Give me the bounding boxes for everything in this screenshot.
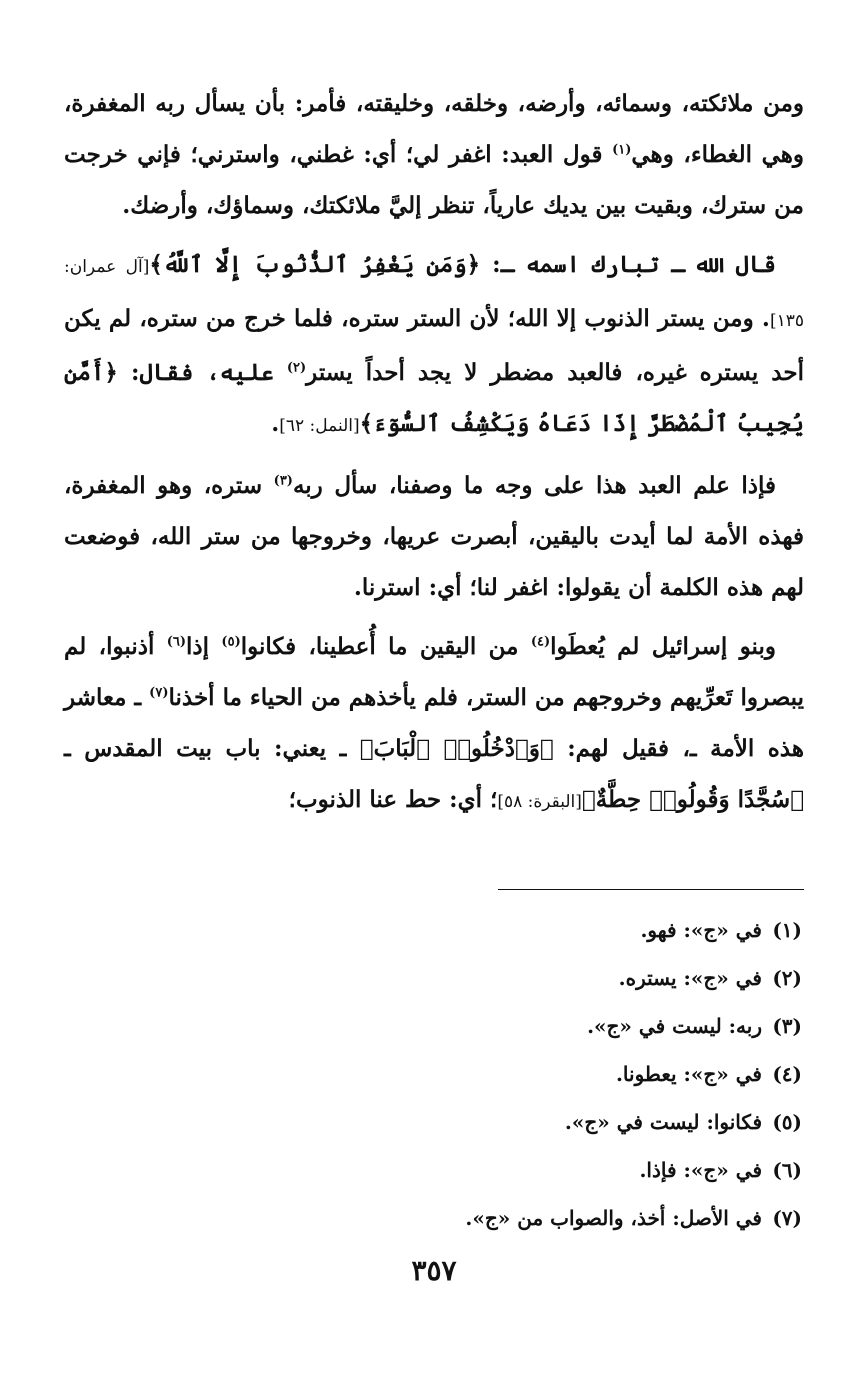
footnote-marker: (٧) (149, 685, 169, 701)
footnote-number: (٧) (772, 1206, 802, 1230)
footnote-marker: (٢) (286, 360, 307, 376)
text-run: . ومن يستر الذنوب إلا الله؛ لأن الستر ستره، فلما خرج من ستره، لم يكن أحد يستره غيره، فالعبد مضطر لا يجد أحداً يستر (64, 305, 804, 386)
quran-verse: ﴿وَٱدْخُلُوا۟ ٱلْبَابَ﴾ (359, 735, 554, 762)
text-run: عليه، فقال: (117, 359, 287, 386)
text-run: وبنو إسرائيل لم يُعطَوا (550, 633, 776, 660)
footnote-text: في «ج»: يعطونا. (615, 1062, 762, 1086)
paragraph (64, 78, 804, 231)
footnote (62, 906, 802, 954)
footnotes-list (62, 906, 802, 1242)
footnote-separator (498, 889, 804, 890)
verse-citation: [النمل: ٦٢] (279, 416, 360, 436)
footnote-text: في «ج»: فهو. (640, 918, 762, 942)
quran-verse: ﴿وَمَن يَغْفِرُ ٱلذُّنُوبَ إِلَّا ٱللَّهُ﴾ (149, 251, 481, 278)
text-run: ـ يعني: باب بيت المقدس ـ (64, 735, 360, 762)
page-number: ٣٥٧ (411, 1254, 457, 1287)
main-text (64, 78, 804, 836)
footnote-text: في «ج»: يستره. (618, 966, 762, 990)
text-run: ـ معاشر هذه الأمة ـ، فقيل لهم: (64, 684, 804, 762)
text-run: ومن ملائكته، وسمائه، وأرضه، وخلقه، وخليقته، فأمر: بأن يسأل ربه المغفرة، وهي الغطاء، وهي (64, 90, 805, 168)
quran-verse: ﴿سُجَّدًا وَقُولُوا۟ حِطَّةٌ﴾ (581, 786, 804, 813)
text-run: قال الله ـ تبارك اسمه ـ: (480, 251, 776, 278)
text-run: من اليقين ما أُعطينا، فكانوا (240, 633, 531, 660)
text-run: إذا (186, 633, 222, 660)
text-run: قول العبد: اغفر لي؛ أي: غطني، واسترني؛ فإني خرجت من سترك، وبقيت بين يديك عارياً، تنظر إليَّ ملائكتك، وسماؤك، وأرضك. (64, 141, 804, 219)
footnote (62, 954, 802, 1002)
footnote-number: (٤) (772, 1062, 802, 1086)
footnote (62, 1002, 802, 1050)
footnote-number: (٥) (772, 1110, 802, 1134)
paragraph (64, 460, 804, 613)
footnote-text: في «ج»: فإذا. (639, 1158, 762, 1182)
paragraph (64, 239, 804, 452)
footnote-marker: (٥) (221, 634, 241, 650)
footnote-number: (٦) (772, 1158, 802, 1182)
footnote-text: فكانوا: ليست في «ج». (564, 1110, 762, 1134)
verse-citation: [آل عمران: ١٣٥] (64, 257, 804, 331)
text-run: فإذا علم العبد هذا على وجه ما وصفنا، سأل ربه (292, 472, 776, 499)
footnote-text: في الأصل: أخذ، والصواب من «ج». (465, 1206, 762, 1230)
footnote (62, 1146, 802, 1194)
footnote-marker: (١) (612, 142, 632, 158)
footnote-marker: (٦) (166, 634, 187, 650)
text-run: أذنبوا، لم يبصروا تَعرِّيهم وخروجهم من الستر، فلم يأخذهم من الحياء ما أخذنا (64, 633, 804, 711)
footnote-marker: (٣) (273, 473, 293, 489)
footnote (62, 1050, 802, 1098)
footnote-number: (١) (772, 918, 802, 942)
paragraph (64, 621, 804, 828)
footnote-number: (٣) (772, 1014, 802, 1038)
footnote (62, 1098, 802, 1146)
footnote-number: (٢) (772, 966, 802, 990)
quran-verse: ﴿أَمَّن يُجِيبُ ٱلْمُضْطَرَّ إِذَا دَعَاهُ وَيَكْشِفُ ٱلسُّوٓءَ﴾ (64, 359, 804, 437)
footnote (62, 1194, 802, 1242)
text-run: ستره، وهو المغفرة، فهذه الأمة لما أيدت باليقين، أبصرت عريها، وخروجها من ستر الله، فوضعت لهم هذه الكلمة أن يقولوا: اغفر لنا؛ أي: استرنا. (64, 472, 804, 601)
footnote-text: ربه: ليست في «ج». (587, 1014, 762, 1038)
text-run: . (271, 410, 280, 437)
verse-citation: [البقرة: ٥٨] (497, 792, 582, 812)
text-run: ؛ أي: حط عنا الذنوب؛ (288, 786, 498, 813)
footnote-marker: (٤) (530, 634, 551, 650)
